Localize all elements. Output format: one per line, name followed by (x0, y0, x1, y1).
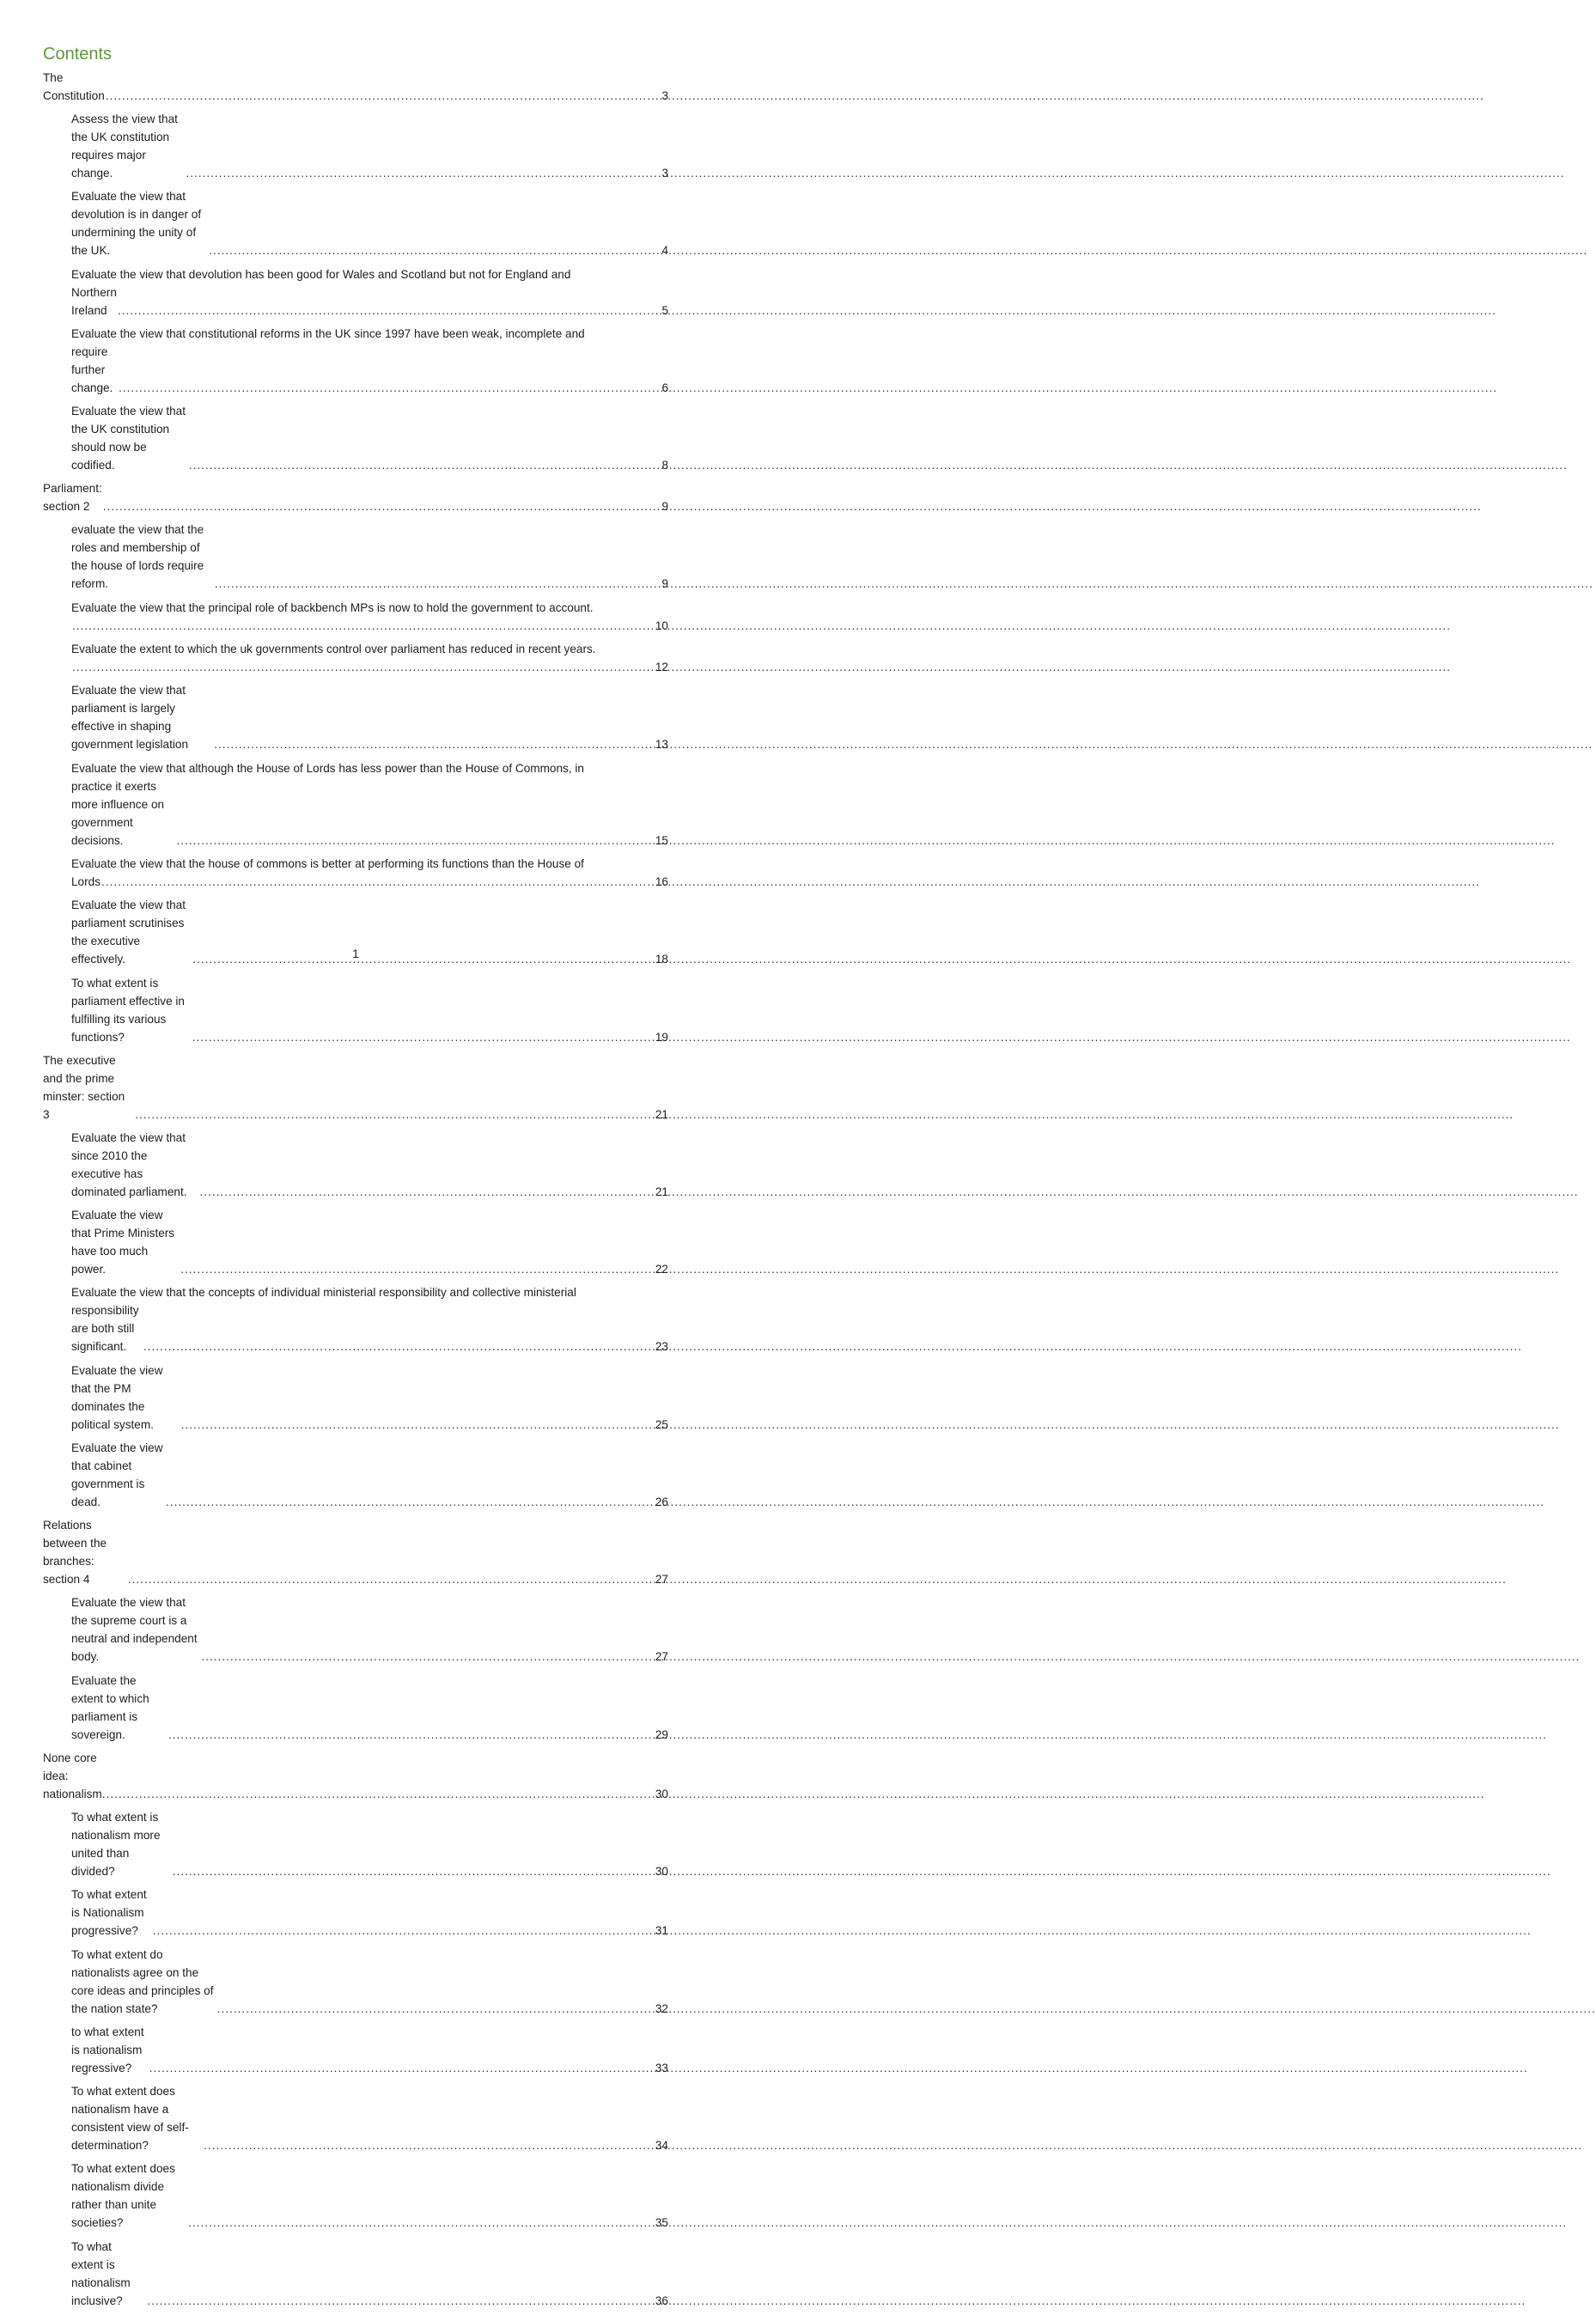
toc-page-number: 22 (655, 1263, 668, 1276)
toc-entry-label: Evaluate the view that parliament scrutinises the executive effectively. (71, 899, 186, 966)
toc-entry-label: Evaluate the view that the principal role of backbench MPs is now to hold the government to account. (71, 600, 594, 614)
toc-subsection-entry[interactable] (43, 521, 668, 593)
toc-dot-leader (103, 497, 661, 515)
toc-page-number: 6 (661, 381, 668, 394)
toc-section-entry[interactable] (43, 1749, 668, 1803)
toc-page-number: 13 (655, 738, 668, 752)
toc-page-number: 33 (655, 2061, 668, 2074)
toc-entry-line-2 (71, 617, 668, 635)
toc-dot-leader (214, 735, 655, 753)
toc-dot-leader (143, 1337, 655, 1355)
toc-entry-line-1 (71, 855, 668, 873)
toc-entry-line-1 (71, 640, 668, 658)
toc-page-number: 3 (661, 89, 668, 102)
toc-subsection-entry[interactable] (43, 1362, 668, 1434)
toc-dot-leader (173, 1862, 655, 1880)
toc-dot-leader (128, 1570, 655, 1588)
toc-dot-leader (118, 302, 661, 320)
toc-section-entry[interactable] (43, 1051, 668, 1124)
toc-entry-label: Parliament: section 2 (43, 482, 102, 514)
toc-section-entry[interactable] (43, 1516, 668, 1588)
toc-subsection-entry[interactable] (43, 599, 668, 635)
toc-dot-leader (72, 617, 655, 635)
toc-entry-label: Evaluate the view that parliament is largely effective in shaping government legislation (71, 684, 189, 752)
toc-dot-leader (135, 1106, 655, 1124)
toc-subsection-entry[interactable] (43, 1593, 668, 1666)
toc-page-number: 21 (655, 1107, 668, 1121)
toc-dot-leader (188, 2214, 655, 2232)
toc-section-entry[interactable] (43, 479, 668, 515)
document-page (43, 43, 668, 2315)
toc-page-number: 18 (655, 953, 668, 966)
toc-page-number: 27 (655, 1650, 668, 1664)
toc-dot-leader (200, 1183, 655, 1201)
toc-subsection-entry[interactable] (43, 402, 668, 474)
toc-entry-label: To what extent does nationalism have a consistent view of self-determination? (71, 2085, 189, 2153)
toc-page-number: 30 (655, 1864, 668, 1878)
toc-subsection-entry[interactable] (43, 1946, 668, 2018)
toc-entry-label: To what extent does nationalism divide rather than unite societies? (71, 2162, 175, 2230)
toc-page-number: 12 (655, 661, 668, 674)
toc-page-number: 31 (655, 1924, 668, 1938)
toc-entry-label: Evaluate the view that the concepts of individual ministerial responsibility and collective ministerial (71, 1286, 576, 1300)
toc-page-number: 8 (661, 459, 668, 472)
toc-entry-line-2 (71, 873, 668, 891)
toc-entry-label: Evaluate the view that constitutional reforms in the UK since 1997 have been weak, incomplete and (71, 326, 585, 340)
toc-subsection-entry[interactable] (43, 265, 668, 320)
toc-entry-label: Evaluate the view that devolution has been good for Wales and Scotland but not for England and (71, 267, 571, 281)
toc-subsection-entry[interactable] (43, 2082, 668, 2154)
toc-entry-line-2 (71, 1301, 668, 1355)
toc-dot-leader (201, 1648, 654, 1666)
toc-entry-label: to what extent is nationalism regressive? (71, 2025, 144, 2074)
toc-dot-leader (215, 575, 661, 593)
toc-entry-label: The Constitution (43, 71, 105, 102)
toc-page-number: 29 (655, 1727, 668, 1741)
toc-dot-leader (149, 2059, 655, 2077)
toc-subsection-entry[interactable] (43, 110, 668, 182)
toc-dot-leader (107, 1785, 655, 1803)
toc-dot-leader (101, 873, 655, 891)
toc-page-number: 16 (655, 874, 668, 888)
toc-entry-line-1 (71, 759, 668, 777)
toc-entry-label: Evaluate the view that devolution is in danger of undermining the unity of the UK. (71, 190, 202, 258)
toc-subsection-entry[interactable] (43, 1283, 668, 1355)
toc-entry-line-1 (71, 325, 668, 343)
toc-page-number: 10 (655, 618, 668, 632)
toc-dot-leader (189, 456, 661, 474)
toc-entry-label: Lords (71, 874, 101, 888)
toc-dot-leader (180, 1260, 655, 1278)
toc-subsection-entry[interactable] (43, 640, 668, 676)
toc-entry-label: Evaluate the extent to which the uk governments control over parliament has reduced in recent years. (71, 643, 596, 656)
toc-section-entry[interactable] (43, 69, 668, 105)
toc-entry-line-1 (71, 1283, 668, 1301)
toc-dot-leader (217, 2000, 655, 2018)
toc-entry-label: Assess the view that the UK constitution requires major change. (71, 113, 178, 180)
toc-page-number: 21 (655, 1185, 668, 1198)
toc-page-number: 27 (655, 1573, 668, 1587)
toc-entry-label: Evaluate the view that the house of commons is better at performing its functions than the House of (71, 856, 584, 870)
toc-entry-line-2 (71, 777, 668, 850)
toc-page-number: 15 (655, 833, 668, 847)
toc-subsection-entry[interactable] (43, 2160, 668, 2232)
toc-entry-label: None core idea: nationalism. (43, 1751, 106, 1800)
toc-subsection-entry[interactable] (43, 1129, 668, 1201)
toc-subsection-entry[interactable] (43, 759, 668, 850)
toc-entry-label: Relations between the branches: section 4 (43, 1519, 107, 1587)
toc-subsection-entry[interactable] (43, 2238, 668, 2310)
toc-page-number: 35 (655, 2216, 668, 2230)
toc-subsection-entry[interactable] (43, 974, 668, 1046)
toc-page-number: 30 (655, 1787, 668, 1800)
toc-dot-leader (168, 1726, 655, 1744)
toc-entry-label: Evaluate the view that although the House of Lords has less power than the House of Commons, in (71, 761, 584, 775)
toc-subsection-entry[interactable] (43, 2023, 668, 2077)
toc-entry-line-2 (71, 283, 668, 320)
toc-entry-line-1 (71, 599, 668, 617)
toc-entry-label: Evaluate the view that the UK constitution should now be codified. (71, 405, 186, 472)
toc-entry-label: Evaluate the view that the PM dominates the political system. (71, 1363, 163, 1431)
toc-entry-line-2 (71, 343, 668, 397)
toc-page-number: 26 (655, 1496, 668, 1509)
toc-page-number: 3 (661, 167, 668, 180)
toc-entry-label: evaluate the view that the roles and membership of the house of lords require reform. (71, 523, 204, 591)
toc-subsection-entry[interactable] (43, 1672, 668, 1744)
toc-page-number: 34 (655, 2139, 668, 2153)
toc-entry-label: practice it exerts more influence on government decisions. (71, 779, 165, 847)
toc-title: Contents (43, 45, 113, 64)
toc-page-number: 19 (655, 1030, 668, 1044)
toc-subsection-entry[interactable] (43, 325, 668, 397)
toc-entry-label: The executive and the prime minster: section 3 (43, 1053, 125, 1121)
toc-page-number: 32 (655, 2001, 668, 2015)
toc-entry-label: Evaluate the view that the supreme court is a neutral and independent body. (71, 1596, 198, 1664)
toc-entry-label: Evaluate the view that Prime Ministers have too much power. (71, 1209, 175, 1276)
toc-subsection-entry[interactable] (43, 187, 668, 259)
toc-entry-label: require further change. (71, 344, 113, 394)
page-number: 1 (352, 947, 359, 960)
toc-dot-leader (166, 1493, 655, 1511)
table-of-contents (43, 69, 668, 2310)
toc-entry-line-2 (71, 658, 668, 676)
toc-page-number: 9 (661, 500, 668, 514)
toc-page-number: 5 (661, 303, 668, 317)
toc-dot-leader (209, 241, 661, 259)
toc-entry-label: responsibility are both still significant. (71, 1304, 139, 1354)
toc-dot-leader (186, 164, 661, 182)
toc-dot-leader (153, 1922, 655, 1940)
toc-page-number: 4 (661, 244, 668, 258)
toc-subsection-entry[interactable] (43, 855, 668, 891)
toc-entry-label: To what extent do nationalists agree on the core ideas and principles of the nation state? (71, 1947, 214, 2015)
toc-dot-leader (72, 658, 655, 676)
toc-dot-leader (147, 2292, 655, 2310)
toc-dot-leader (119, 379, 661, 397)
toc-entry-label: Evaluate the view that cabinet government is dead. (71, 1441, 163, 1509)
toc-dot-leader (106, 87, 661, 105)
toc-page-number: 9 (661, 577, 668, 591)
toc-dot-leader (192, 1028, 655, 1046)
toc-entry-label: To what extent is nationalism more united than divided? (71, 1810, 161, 1878)
toc-dot-leader (177, 832, 655, 850)
toc-entry-label: To what extent is parliament effective in fulfilling its various functions? (71, 976, 185, 1044)
toc-dot-leader (204, 2136, 655, 2154)
toc-subsection-entry[interactable] (43, 681, 668, 753)
toc-dot-leader (181, 1416, 655, 1434)
toc-subsection-entry[interactable] (43, 1439, 668, 1511)
toc-page-number: 36 (655, 2294, 668, 2307)
toc-entry-line-1 (71, 265, 668, 283)
toc-entry-label: To what extent is nationalism inclusive? (71, 2239, 131, 2307)
toc-page-number: 25 (655, 1417, 668, 1431)
toc-subsection-entry[interactable] (43, 1886, 668, 1940)
toc-entry-label: Evaluate the extent to which parliament is sovereign. (71, 1673, 149, 1741)
toc-subsection-entry[interactable] (43, 1808, 668, 1880)
toc-entry-label: Northern Ireland (71, 285, 117, 317)
toc-page-number: 23 (655, 1340, 668, 1354)
toc-entry-label: Evaluate the view that since 2010 the executive has dominated parliament. (71, 1130, 187, 1198)
toc-subsection-entry[interactable] (43, 1206, 668, 1278)
toc-entry-label: To what extent is Nationalism progressive? (71, 1888, 147, 1938)
